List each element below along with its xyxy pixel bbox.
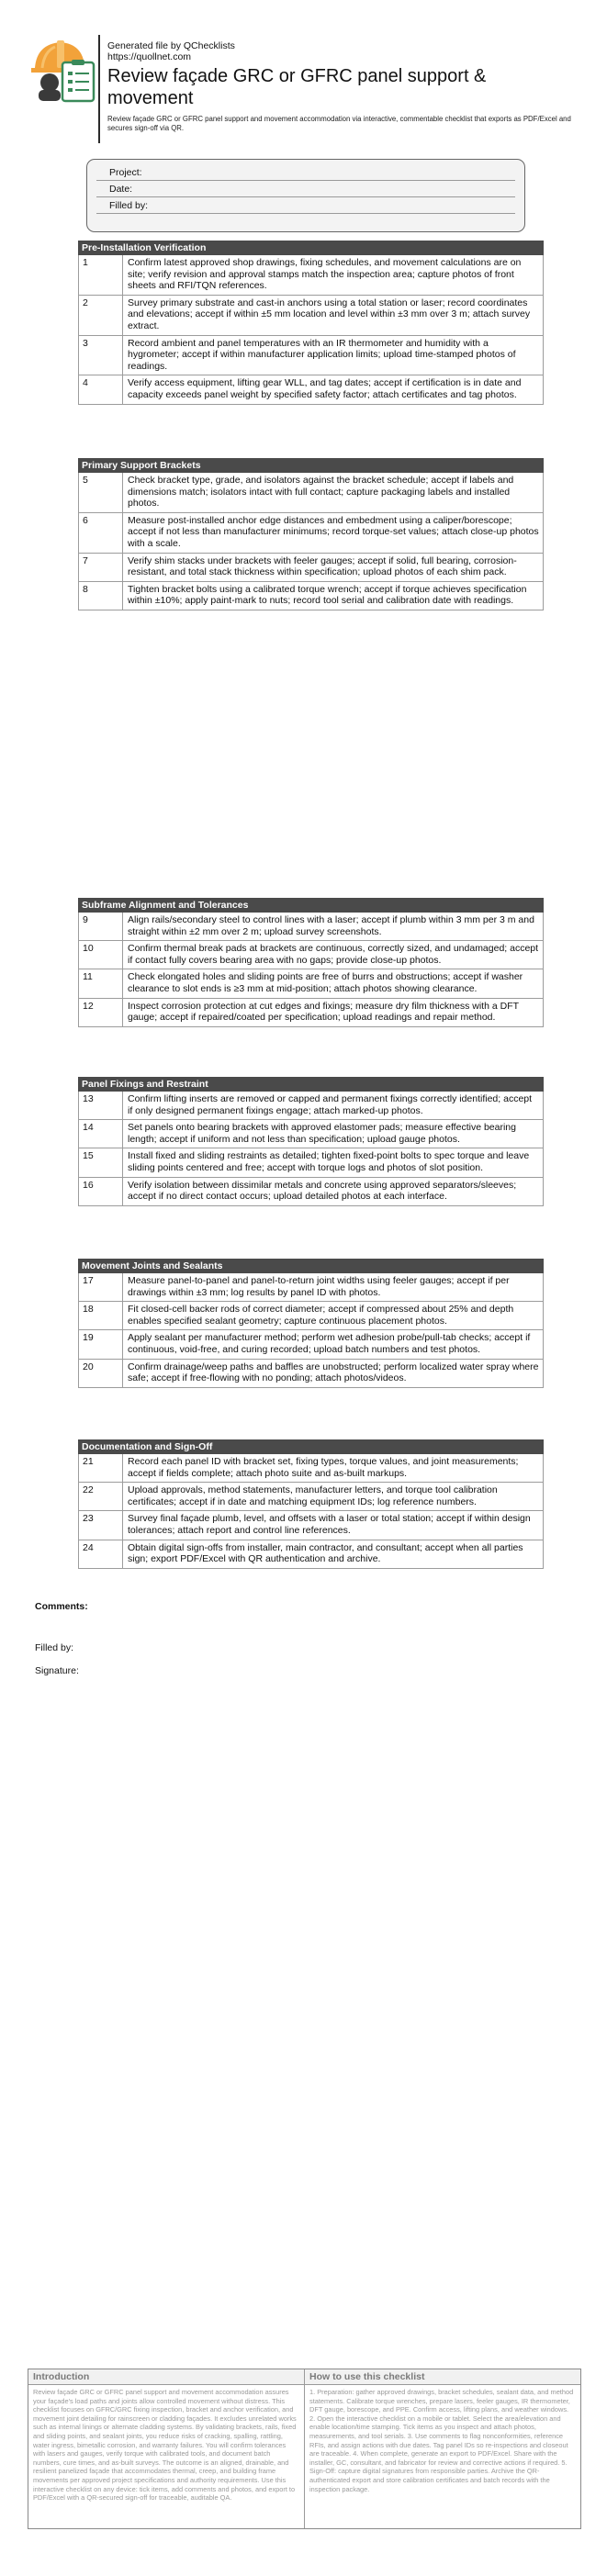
checklist-row[interactable] [78,941,544,969]
item-text: Confirm latest approved shop drawings, fixing schedules, and movement calculations are on site; verify revision and approval stamps match the inspection area; capture photos of front sheets and RFI/TQN references. [128,257,522,292]
section-title: Panel Fixings and Restraint [78,1077,544,1092]
checklist-row[interactable] [78,969,544,998]
section-subframe-alignment [78,898,544,1027]
item-number: 22 [79,1483,123,1510]
item-number: 10 [79,941,123,969]
checklist-row[interactable] [78,375,544,404]
item-text: Inspect corrosion protection at cut edges and fixings; measure dry film thickness with a DFT gauge; accept if repaired/coated per specification; upload readings and repair method. [128,1000,519,1024]
checklist-row[interactable] [78,582,544,610]
date-field[interactable]: Date: [96,182,515,197]
section-documentation-signoff [78,1439,544,1569]
item-text: Survey final façade plumb, level, and offsets with a laser or total station; accept if within design tolerances; attach report and control line references. [128,1513,531,1536]
item-number: 13 [79,1092,123,1119]
item-text: Tighten bracket bolts using a calibrated torque wrench; accept if torque achieves specification within ±10%; apply paint-mark to nuts; record tool serial and calibration date with readings. [128,583,527,607]
item-text: Align rails/secondary steel to control lines with a laser; accept if plumb within 3 mm per 3 m and straight within ±2 mm over 2 m; upload survey screenshots. [128,914,534,937]
checklist-row[interactable] [78,1273,544,1302]
checklist-row[interactable] [78,1360,544,1388]
project-field[interactable]: Project: [96,165,515,181]
checklist-row[interactable] [78,1454,544,1483]
checklist-row[interactable] [78,1511,544,1540]
checklist-row[interactable] [78,336,544,376]
item-text: Measure post-installed anchor edge distances and embedment using a caliper/borescope; accept if not less than manufacturer minimums; record torque-set values; attach close-up photos with a scale. [128,514,539,549]
how-to-panel [305,2369,580,2528]
checklist-row[interactable] [78,554,544,582]
checklist-row[interactable] [78,1178,544,1206]
checklist-row[interactable] [78,1540,544,1569]
item-text: Apply sealant per manufacturer method; perform wet adhesion probe/pull-tab checks; accept if continuous, void-free, and curing recorded; upload batch numbers and test photos. [128,1332,531,1355]
item-number: 9 [79,913,123,940]
item-text: Record ambient and panel temperatures with an IR thermometer and humidity with a hygrometer; accept if within manufacturer application limits; upload time-stamped photos of readings. [128,337,516,372]
filled-by-field[interactable]: Filled by: [96,198,515,214]
item-text: Set panels onto bearing brackets with approved elastomer pads; measure effective bearing length; accept if uniform and not less than specification; upload gauge photos. [128,1122,516,1145]
introduction-title: Introduction [28,2369,304,2385]
section-title: Subframe Alignment and Tolerances [78,898,544,913]
item-text: Measure panel-to-panel and panel-to-return joint widths using feeler gauges; accept if per drawings within ±3 mm; log results by panel ID with photos. [128,1275,510,1298]
section-title: Pre-Installation Verification [78,241,544,255]
item-number: 8 [79,582,123,610]
hardhat-checklist-logo-icon [29,35,101,103]
checklist-row[interactable] [78,1330,544,1359]
item-text: Verify access equipment, lifting gear WLL, and tag dates; accept if certification is in date and capacity exceeds panel weight by specified safety factor; attach certificates and tag photos. [128,377,522,400]
item-number: 1 [79,255,123,295]
header-divider [98,35,100,143]
item-text: Survey primary substrate and cast-in anchors using a total station or laser; record coordinates and elevations; accept if within ±5 mm location and level within ±3 mm over 3 m; attach survey extract. [128,297,531,331]
filled-by-footer-field[interactable]: Filled by: [35,1642,74,1653]
introduction-panel [28,2369,305,2528]
item-text: Fit closed-cell backer rods of correct diameter; accept if compressed about 25% and depth enables specified sealant geometry; capture continuous placement photos. [128,1304,514,1327]
checklist-row[interactable] [78,913,544,941]
item-number: 6 [79,513,123,553]
section-title: Primary Support Brackets [78,458,544,473]
item-number: 14 [79,1120,123,1148]
signature-field[interactable]: Signature: [35,1665,79,1676]
item-text: Confirm drainage/weep paths and baffles are unobstructed; perform localized water spray where safe; accept if free-flowing with no ponding; attach photos/videos. [128,1361,539,1384]
checklist-row[interactable] [78,473,544,513]
item-text: Confirm thermal break pads at brackets are continuous, correctly sized, and undamaged; accept if contact fully covers bearing area with no gaps; provide close-up photos. [128,943,539,966]
checklist-row[interactable] [78,1092,544,1120]
item-text: Verify shim stacks under brackets with feeler gauges; accept if solid, full bearing, corrosion-resistant, and total stack thickness within specification; upload photos of each shim pack. [128,554,517,578]
checklist-row[interactable] [78,999,544,1027]
checklist-row[interactable] [78,513,544,554]
generated-by-text: Generated file by QChecklists [107,40,235,51]
section-title: Movement Joints and Sealants [78,1259,544,1273]
item-text: Record each panel ID with bracket set, fixing types, torque values, and joint measurements; accept if fields complete; attach photo suite and as-built markups. [128,1456,519,1479]
how-to-title: How to use this checklist [305,2369,580,2385]
item-text: Check elongated holes and sliding points are free of burrs and obstructions; accept if washer clearance to slot ends is ≥3 mm at mid-position; attach photos showing clearance. [128,971,523,994]
item-number: 17 [79,1273,123,1301]
item-number: 11 [79,969,123,997]
item-number: 23 [79,1511,123,1539]
page-subtitle: Review façade GRC or GFRC panel support and movement accommodation via interactive, commentable checklist that exports as PDF/Excel and secures sign-off via QR. [107,115,571,132]
item-number: 5 [79,473,123,512]
item-number: 21 [79,1454,123,1482]
item-number: 4 [79,375,123,403]
section-primary-support-brackets [78,458,544,610]
project-info-box [86,159,525,232]
section-title: Documentation and Sign-Off [78,1439,544,1454]
item-number: 12 [79,999,123,1026]
section-panel-fixings [78,1077,544,1206]
item-text: Install fixed and sliding restraints as detailed; tighten fixed-point bolts to spec torque and leave sliding points centered and free; accept with torque logs and photos of slot position. [128,1150,530,1173]
info-panel [28,2369,581,2529]
item-number: 15 [79,1148,123,1176]
source-url-link[interactable]: https://quollnet.com [107,51,192,62]
item-number: 18 [79,1302,123,1329]
item-number: 3 [79,336,123,375]
item-text: Check bracket type, grade, and isolators against the bracket schedule; accept if labels and dimensions match; isolators intact with full contact; capture packaging labels and installed photos. [128,475,514,510]
item-text: Verify isolation between dissimilar metals and concrete using approved separators/sleeves; accept if no direct contact occurs; upload detailed photos at each interface. [128,1179,517,1203]
item-text: Obtain digital sign-offs from installer, main contractor, and consultant; accept when all parties sign; export PDF/Excel with QR authentication and archive. [128,1541,523,1565]
checklist-row[interactable] [78,1302,544,1330]
checklist-row[interactable] [78,1148,544,1177]
item-number: 20 [79,1360,123,1387]
checklist-row[interactable] [78,1483,544,1511]
item-number: 16 [79,1178,123,1205]
checklist-row[interactable] [78,296,544,336]
section-pre-installation-verification [78,241,544,405]
comments-field[interactable]: Comments: [35,1601,88,1612]
checklist-row[interactable] [78,255,544,296]
item-number: 2 [79,296,123,335]
section-movement-joints [78,1259,544,1388]
how-to-text: 1. Preparation: gather approved drawings, bracket schedules, sealant data, and method statements. Calibrate torque wrenches, prepare lasers, feeler gauges, IR thermometer, DFT gauge, borescope, and PPE. Confirm access, lifting plans, and weather windows. 2. Open the interactive checklist on a mobile or tablet. Select the area/elevation and enable location/time stamping. Tick items as you inspect and attach photos, measurements, and tool serials. 3. Use comments to flag nonconformities, reference RFIs, and assign actions with due dates. Tag panel IDs so re-inspections and closeout are traceable. 4. When complete, generate an export to PDF/Excel. Share with the installer, GC, consultant, and fabricator for review and corrective actions if required. 5. Sign-Off: capture digital signatures from responsible parties. Archive the QR-authenticated export and store calibration certificates and batch records with the inspection package. [309,2388,574,2493]
item-text: Upload approvals, method statements, manufacturer letters, and torque tool calibration certificates; accept if in date and matching equipment IDs; log reference numbers. [128,1484,498,1507]
item-number: 7 [79,554,123,581]
checklist-row[interactable] [78,1120,544,1148]
item-text: Confirm lifting inserts are removed or capped and permanent fixings correctly identified; accept if only designed permanent fixings engage; attach marked-up photos. [128,1093,533,1116]
introduction-text: Review façade GRC or GFRC panel support and movement accommodation assures your façade's load paths and joints allow controlled movement without distress. This checklist focuses on GFRC/GRC fixing inspection, bracket and anchor verification, and movement joint detailing for rainscreen or cladding façades. It excludes unrelated works such as internal linings or alternate cladding systems. By validating brackets, rails, fixed and sliding points, and sealant joints, you reduce risks of cracking, spalling, rattling, water ingress, bimetallic corrosion, and warranty failures. You will confirm tolerances with lasers and gauges, verify torque with calibrated tools, and document batch numbers, cure times, and as-built surveys. The outcome is an aligned, drainable, and resilient panelized façade that accommodates thermal, creep, and building frame movements per approved project specifications and authority requirements. Use this interactive checklist on any device: tick items, add comments and photos, and export to PDF/Excel with a QR-secured sign-off for traceable, auditable QA. [33,2388,297,2503]
page-title: Review façade GRC or GFRC panel support & movement [107,66,487,108]
item-number: 19 [79,1330,123,1358]
item-number: 24 [79,1540,123,1568]
